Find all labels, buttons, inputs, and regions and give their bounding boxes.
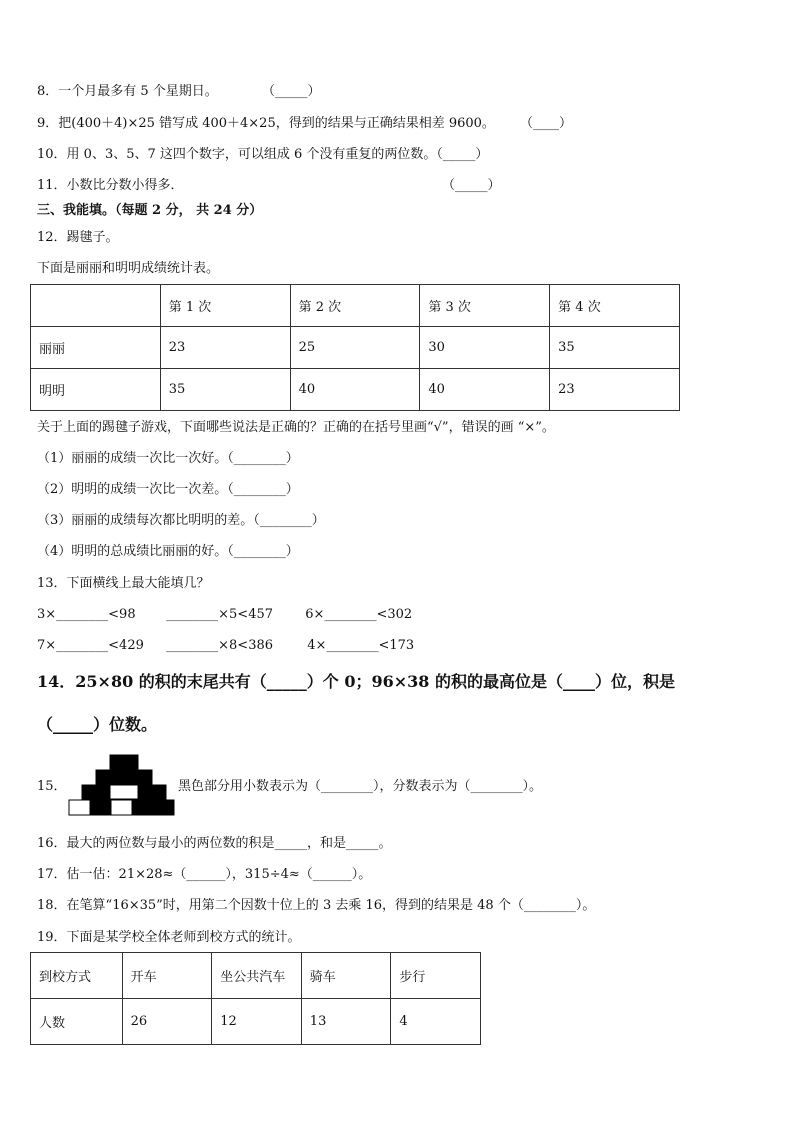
score-table-header-row: [31, 285, 680, 327]
question-8: [37, 83, 218, 101]
commute-table-cell: 人数: [31, 999, 123, 1045]
question-15-number: 15．: [37, 779, 67, 794]
score-table-cell: 40: [290, 369, 420, 411]
question-8-answer-blank[interactable]: （_____）: [262, 84, 321, 99]
question-10-text: 10．用 0、3、5、7 这四个数字，可以组成 6 个没有重复的两位数。（_____）: [37, 147, 489, 162]
commute-table-header-cell: 开车: [122, 953, 212, 999]
score-table-cell: 明明: [31, 369, 161, 411]
question-18-text: 18．在笔算“16×35”时，用第二个因数十位上的 3 去乘 16，得到的结果是 48 个（________）。: [37, 898, 596, 913]
score-table-cell: 23: [160, 327, 290, 369]
question-14-line-1: 14．25×80 的积的末尾共有（_____）个 0；96×38 的积的最高位是（____）位，积是: [37, 672, 675, 691]
commute-table-header-cell: 骑车: [301, 953, 391, 999]
question-14-line-2: （_____）位数。: [37, 715, 158, 734]
question-12-question: 关于上面的踢毽子游戏，下面哪些说法是正确的？正确的在括号里画“√”，错误的画 “×”。: [37, 420, 555, 435]
question-13-title: 13．下面横线上最大能填几？: [37, 576, 210, 591]
score-table-header-cell: 第 4 次: [550, 285, 680, 327]
question-12-title: 12．踢毽子。: [37, 230, 119, 245]
question-13-row-1: [37, 606, 412, 624]
score-table: [30, 284, 680, 411]
commute-table-header-row: [31, 953, 481, 999]
commute-table-cell: 13: [301, 999, 391, 1045]
commute-table-cell: 12: [212, 999, 302, 1045]
commute-table-row: [31, 999, 481, 1045]
question-17-text: 17．估一估：21×28≈（______），315÷4≈（______）。: [37, 867, 372, 882]
score-table-cell: 丽丽: [31, 327, 161, 369]
score-table-header-cell: [31, 285, 161, 327]
question-12-item-3: （3）丽丽的成绩每次都比明明的差。（________）: [37, 513, 325, 528]
commute-table: [30, 952, 481, 1045]
question-9-answer-blank[interactable]: （____）: [520, 116, 573, 131]
inequality-item: 3×________<98: [37, 607, 136, 622]
question-19-title: 19．下面是某学校全体老师到校方式的统计。: [37, 930, 301, 945]
question-16-text: 16．最大的两位数与最小的两位数的积是_____，和是_____。: [37, 836, 392, 851]
question-8-text: 8．一个月最多有 5 个星期日。: [37, 84, 218, 99]
question-12-intro: 下面是丽丽和明明成绩统计表。: [37, 261, 220, 276]
question-11-answer-blank[interactable]: （_____）: [442, 178, 501, 193]
score-table-cell: 23: [550, 369, 680, 411]
inequality-item: 7×________<429: [37, 638, 144, 653]
commute-table-header-cell: 步行: [391, 953, 481, 999]
question-12-item-2: （2）明明的成绩一次比一次差。（________）: [37, 482, 299, 497]
commute-table-cell: 4: [391, 999, 481, 1045]
inequality-item: 4×________<173: [307, 638, 415, 653]
commute-table-cell: 26: [122, 999, 212, 1045]
score-table-cell: 30: [420, 327, 550, 369]
question-15-text: 黑色部分用小数表示为（________），分数表示为（________）。: [178, 779, 543, 794]
question-12-item-4: （4）明明的总成绩比丽丽的好。（________）: [37, 544, 299, 559]
section-3-heading: 三、我能填。（每题 2 分， 共 24 分）: [37, 203, 263, 218]
question-9-text: 9．把(400＋4)×25 错写成 400＋4×25，得到的结果与正确结果相差 9600。: [37, 116, 495, 131]
score-table-row: [31, 327, 680, 369]
score-table-cell: 35: [160, 369, 290, 411]
score-table-cell: 25: [290, 327, 420, 369]
question-12-item-1: （1）丽丽的成绩一次比一次好。（________）: [37, 451, 299, 466]
score-table-row: [31, 369, 680, 411]
question-11-text: 11．小数比分数小得多．: [37, 178, 184, 193]
commute-table-header-cell: 坐公共汽车: [212, 953, 302, 999]
score-table-cell: 35: [550, 327, 680, 369]
inequality-item: ________×5<457: [166, 607, 274, 622]
score-table-header-cell: 第 1 次: [160, 285, 290, 327]
score-table-header-cell: 第 3 次: [420, 285, 550, 327]
brick-pyramid-figure: [68, 754, 176, 816]
question-13-row-2: [37, 637, 414, 655]
inequality-item: ________×8<386: [166, 638, 274, 653]
score-table-header-cell: 第 2 次: [290, 285, 420, 327]
inequality-item: 6×________<302: [305, 607, 413, 622]
commute-table-header-cell: 到校方式: [31, 953, 123, 999]
score-table-cell: 40: [420, 369, 550, 411]
